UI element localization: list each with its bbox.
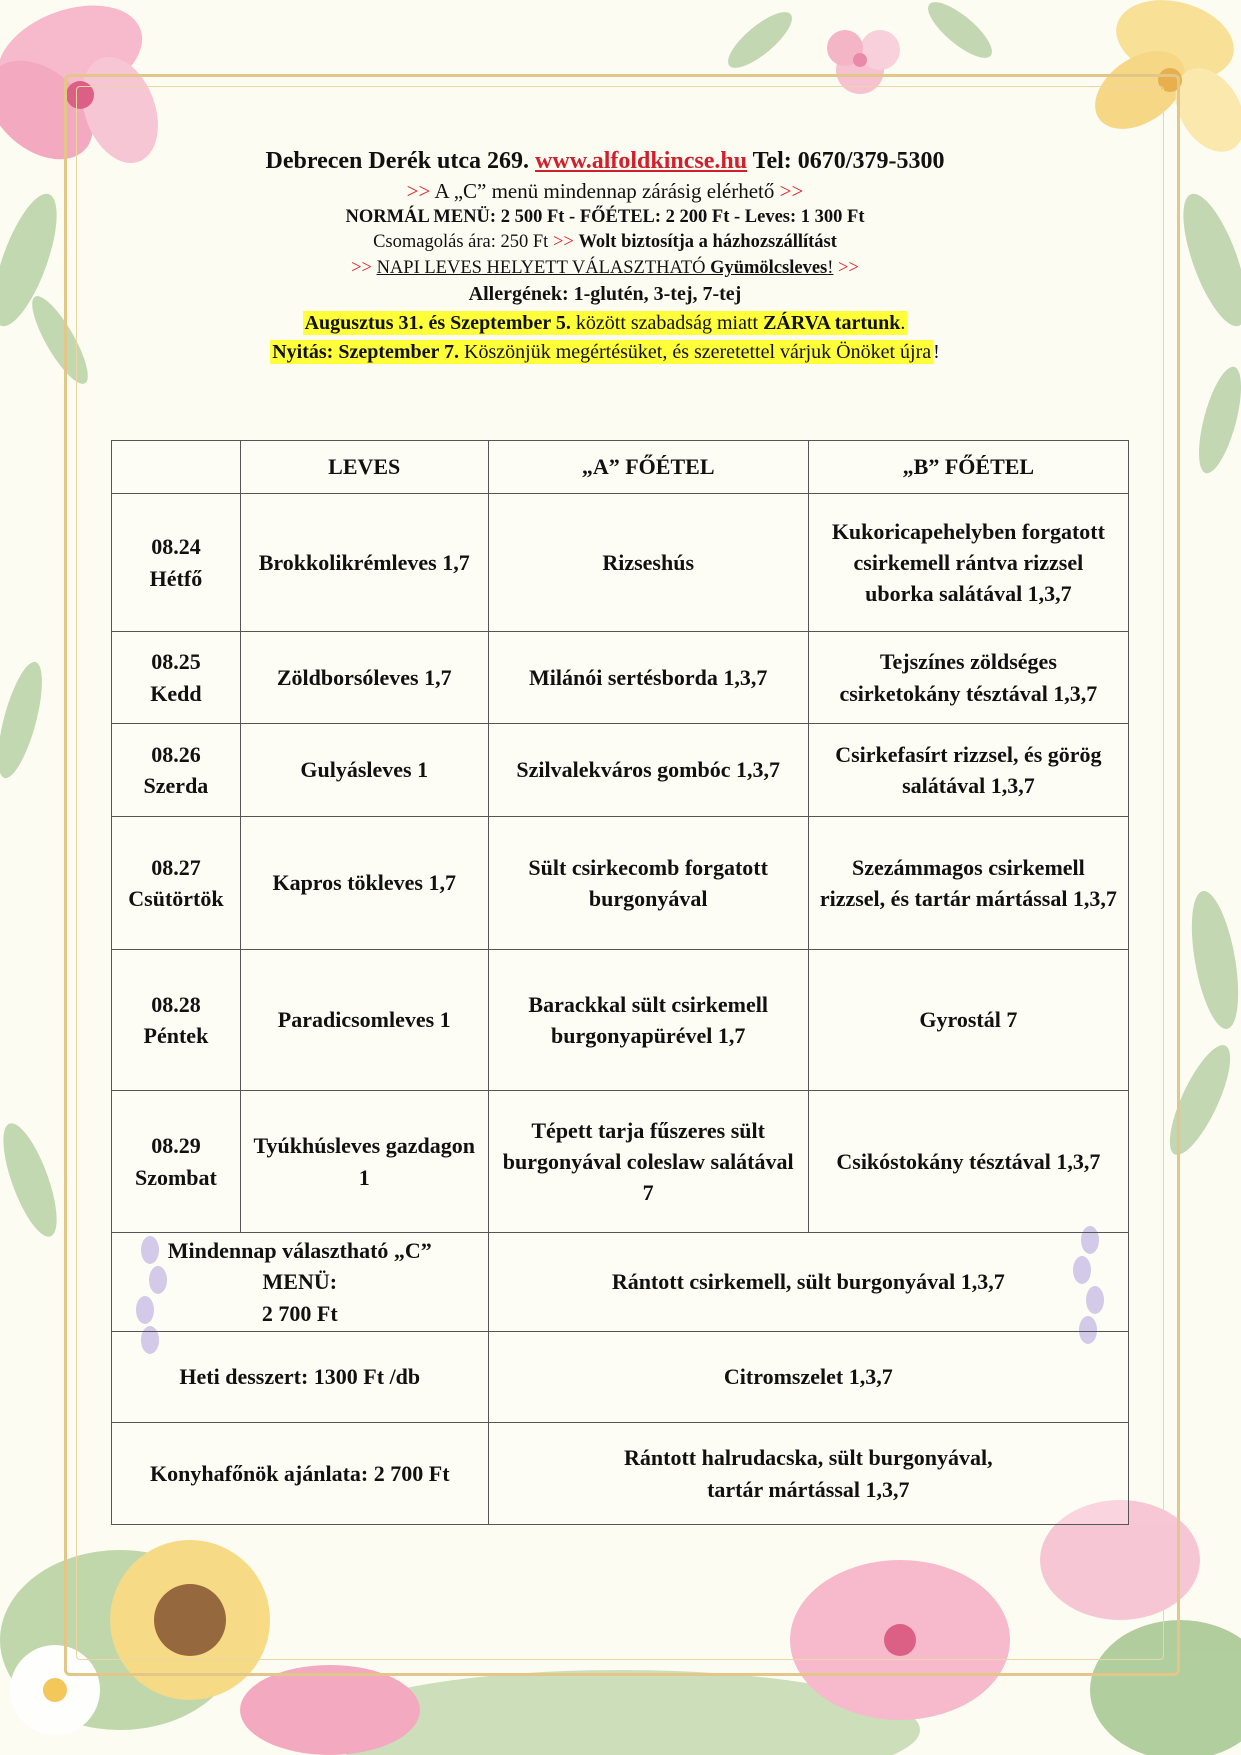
closure-period: . bbox=[900, 311, 906, 334]
weekday: Hétfő bbox=[149, 565, 203, 591]
dessert-row bbox=[112, 1332, 1129, 1423]
main-b-cell: Tejszínes zöldséges csirketokány tésztával 1,3,7 bbox=[808, 632, 1128, 724]
main-a-cell: Tépett tarja fűszeres sült burgonyával coleslaw salátával 7 bbox=[488, 1091, 808, 1233]
main-a-cell: Milánói sertésborda 1,3,7 bbox=[488, 632, 808, 724]
date: 08.27 bbox=[151, 854, 201, 880]
c-menu-note: A „C” menü mindennap zárásig elérhető bbox=[434, 179, 775, 203]
closure-dates: Augusztus 31. és Szeptember 5. bbox=[304, 311, 571, 334]
website-link[interactable]: www.alfoldkincse.hu bbox=[535, 148, 748, 174]
dessert-dish: Citromszelet 1,3,7 bbox=[488, 1332, 1128, 1423]
main-a-cell: Sült csirkecomb forgatott burgonyával bbox=[488, 817, 808, 950]
closure-notice bbox=[100, 311, 1110, 336]
chef-dish-line: tartár mártással 1,3,7 bbox=[707, 1476, 910, 1502]
soup-cell: Tyúkhúsleves gazdagon 1 bbox=[240, 1091, 488, 1233]
day-cell bbox=[112, 1091, 241, 1233]
weekday: Kedd bbox=[150, 680, 202, 706]
day-cell bbox=[112, 817, 241, 950]
weekly-menu-table bbox=[111, 440, 1129, 1525]
table-header-row bbox=[112, 441, 1129, 494]
table-row bbox=[112, 1091, 1129, 1233]
soup-cell: Gulyásleves 1 bbox=[240, 724, 488, 817]
weekday: Szombat bbox=[134, 1164, 217, 1190]
soup-cell: Kapros tökleves 1,7 bbox=[240, 817, 488, 950]
main-b-cell: Csikóstokány tésztával 1,3,7 bbox=[808, 1091, 1128, 1233]
table-row bbox=[112, 817, 1129, 950]
menu-header bbox=[100, 146, 1110, 369]
date: 08.26 bbox=[151, 741, 201, 767]
fruit-soup-line bbox=[100, 257, 1110, 280]
main-b-cell: Kukoricapehelyben forgatott csirkemell rántva rizzsel uborka salátával 1,3,7 bbox=[808, 494, 1128, 632]
day-cell bbox=[112, 494, 241, 632]
date: 08.29 bbox=[151, 1133, 201, 1159]
arrow-marker: >> bbox=[406, 179, 431, 203]
exclaim: ! bbox=[827, 257, 834, 278]
main-b-cell: Szezámmagos csirkemell rizzsel, és tartár mártással 1,3,7 bbox=[808, 817, 1128, 950]
date: 08.25 bbox=[151, 649, 201, 675]
opening-exclaim: ! bbox=[933, 340, 940, 363]
soup-cell: Paradicsomleves 1 bbox=[240, 950, 488, 1091]
arrow-marker: >> bbox=[552, 232, 574, 253]
opening-date: Nyitás: Szeptember 7. bbox=[272, 340, 460, 363]
c-menu-label-line: Mindennap választható „C” bbox=[167, 1238, 432, 1264]
c-menu-label bbox=[112, 1233, 489, 1332]
price-line: NORMÁL MENÜ: 2 500 Ft - FŐÉTEL: 2 200 Ft - Leves: 1 300 Ft bbox=[345, 207, 865, 228]
table-row bbox=[112, 494, 1129, 632]
c-menu-label-line: MENÜ: bbox=[262, 1269, 338, 1295]
main-a-cell: Barackkal sült csirkemell burgonyapürével 1,7 bbox=[488, 950, 808, 1091]
arrow-marker: >> bbox=[779, 179, 804, 203]
date: 08.24 bbox=[151, 534, 201, 560]
opening-notice bbox=[100, 340, 1110, 365]
table-row bbox=[112, 724, 1129, 817]
table-row bbox=[112, 632, 1129, 724]
table-row bbox=[112, 950, 1129, 1091]
weekday: Péntek bbox=[143, 1023, 209, 1048]
address: Debrecen Derék utca 269. bbox=[265, 148, 530, 174]
wolt-note: Wolt biztosítja a házhozszállítást bbox=[578, 232, 837, 253]
chef-dish-line: Rántott halrudacska, sült burgonyával, bbox=[624, 1445, 993, 1471]
main-a-cell: Szilvalekváros gombóc 1,3,7 bbox=[488, 724, 808, 817]
fruit-soup-name: Gyümölcsleves bbox=[710, 257, 828, 278]
dessert-label: Heti desszert: 1300 Ft /db bbox=[112, 1332, 489, 1423]
packaging-line bbox=[100, 231, 1110, 254]
closure-status: ZÁRVA tartunk bbox=[763, 311, 901, 334]
c-menu-row bbox=[112, 1233, 1129, 1332]
date: 08.28 bbox=[151, 991, 201, 1017]
closure-reason: között szabadság miatt bbox=[575, 311, 759, 334]
soup-cell: Zöldborsóleves 1,7 bbox=[240, 632, 488, 724]
main-a-cell: Rizseshús bbox=[488, 494, 808, 632]
chef-recommendation-dish bbox=[488, 1423, 1128, 1525]
main-b-cell: Gyrostál 7 bbox=[808, 950, 1128, 1091]
weekday: Szerda bbox=[143, 773, 209, 798]
day-cell bbox=[112, 632, 241, 724]
day-cell bbox=[112, 724, 241, 817]
day-cell bbox=[112, 950, 241, 1091]
c-menu-note-line bbox=[100, 178, 1110, 204]
header-cell-main-a: „A” FŐÉTEL bbox=[488, 441, 808, 494]
c-menu-dish: Rántott csirkemell, sült burgonyával 1,3,7 bbox=[488, 1233, 1128, 1332]
opening-message: Köszönjük megértésüket, és szeretettel várjuk Önöket újra bbox=[464, 340, 932, 363]
weekday: Csütörtök bbox=[128, 886, 224, 911]
contact-line bbox=[100, 146, 1110, 176]
header-cell-empty bbox=[112, 441, 241, 494]
arrow-marker: >> bbox=[351, 257, 372, 278]
packaging-price: Csomagolás ára: 250 Ft bbox=[373, 232, 549, 253]
fruit-soup-prefix: NAPI LEVES HELYETT VÁLASZTHATÓ bbox=[376, 257, 706, 278]
c-menu-price: 2 700 Ft bbox=[261, 1300, 338, 1326]
main-b-cell: Csirkefasírt rizzsel, és görög salátával 1,3,7 bbox=[808, 724, 1128, 817]
chef-recommendation-row bbox=[112, 1423, 1129, 1525]
header-cell-main-b: „B” FŐÉTEL bbox=[808, 441, 1128, 494]
chef-recommendation-label: Konyhafőnök ajánlata: 2 700 Ft bbox=[112, 1423, 489, 1525]
phone: Tel: 0670/379-5300 bbox=[752, 148, 945, 174]
allergens-line: Allergének: 1-glutén, 3-tej, 7-tej bbox=[468, 282, 742, 305]
soup-cell: Brokkolikrémleves 1,7 bbox=[240, 494, 488, 632]
header-cell-soup: LEVES bbox=[240, 441, 488, 494]
arrow-marker: >> bbox=[838, 257, 859, 278]
